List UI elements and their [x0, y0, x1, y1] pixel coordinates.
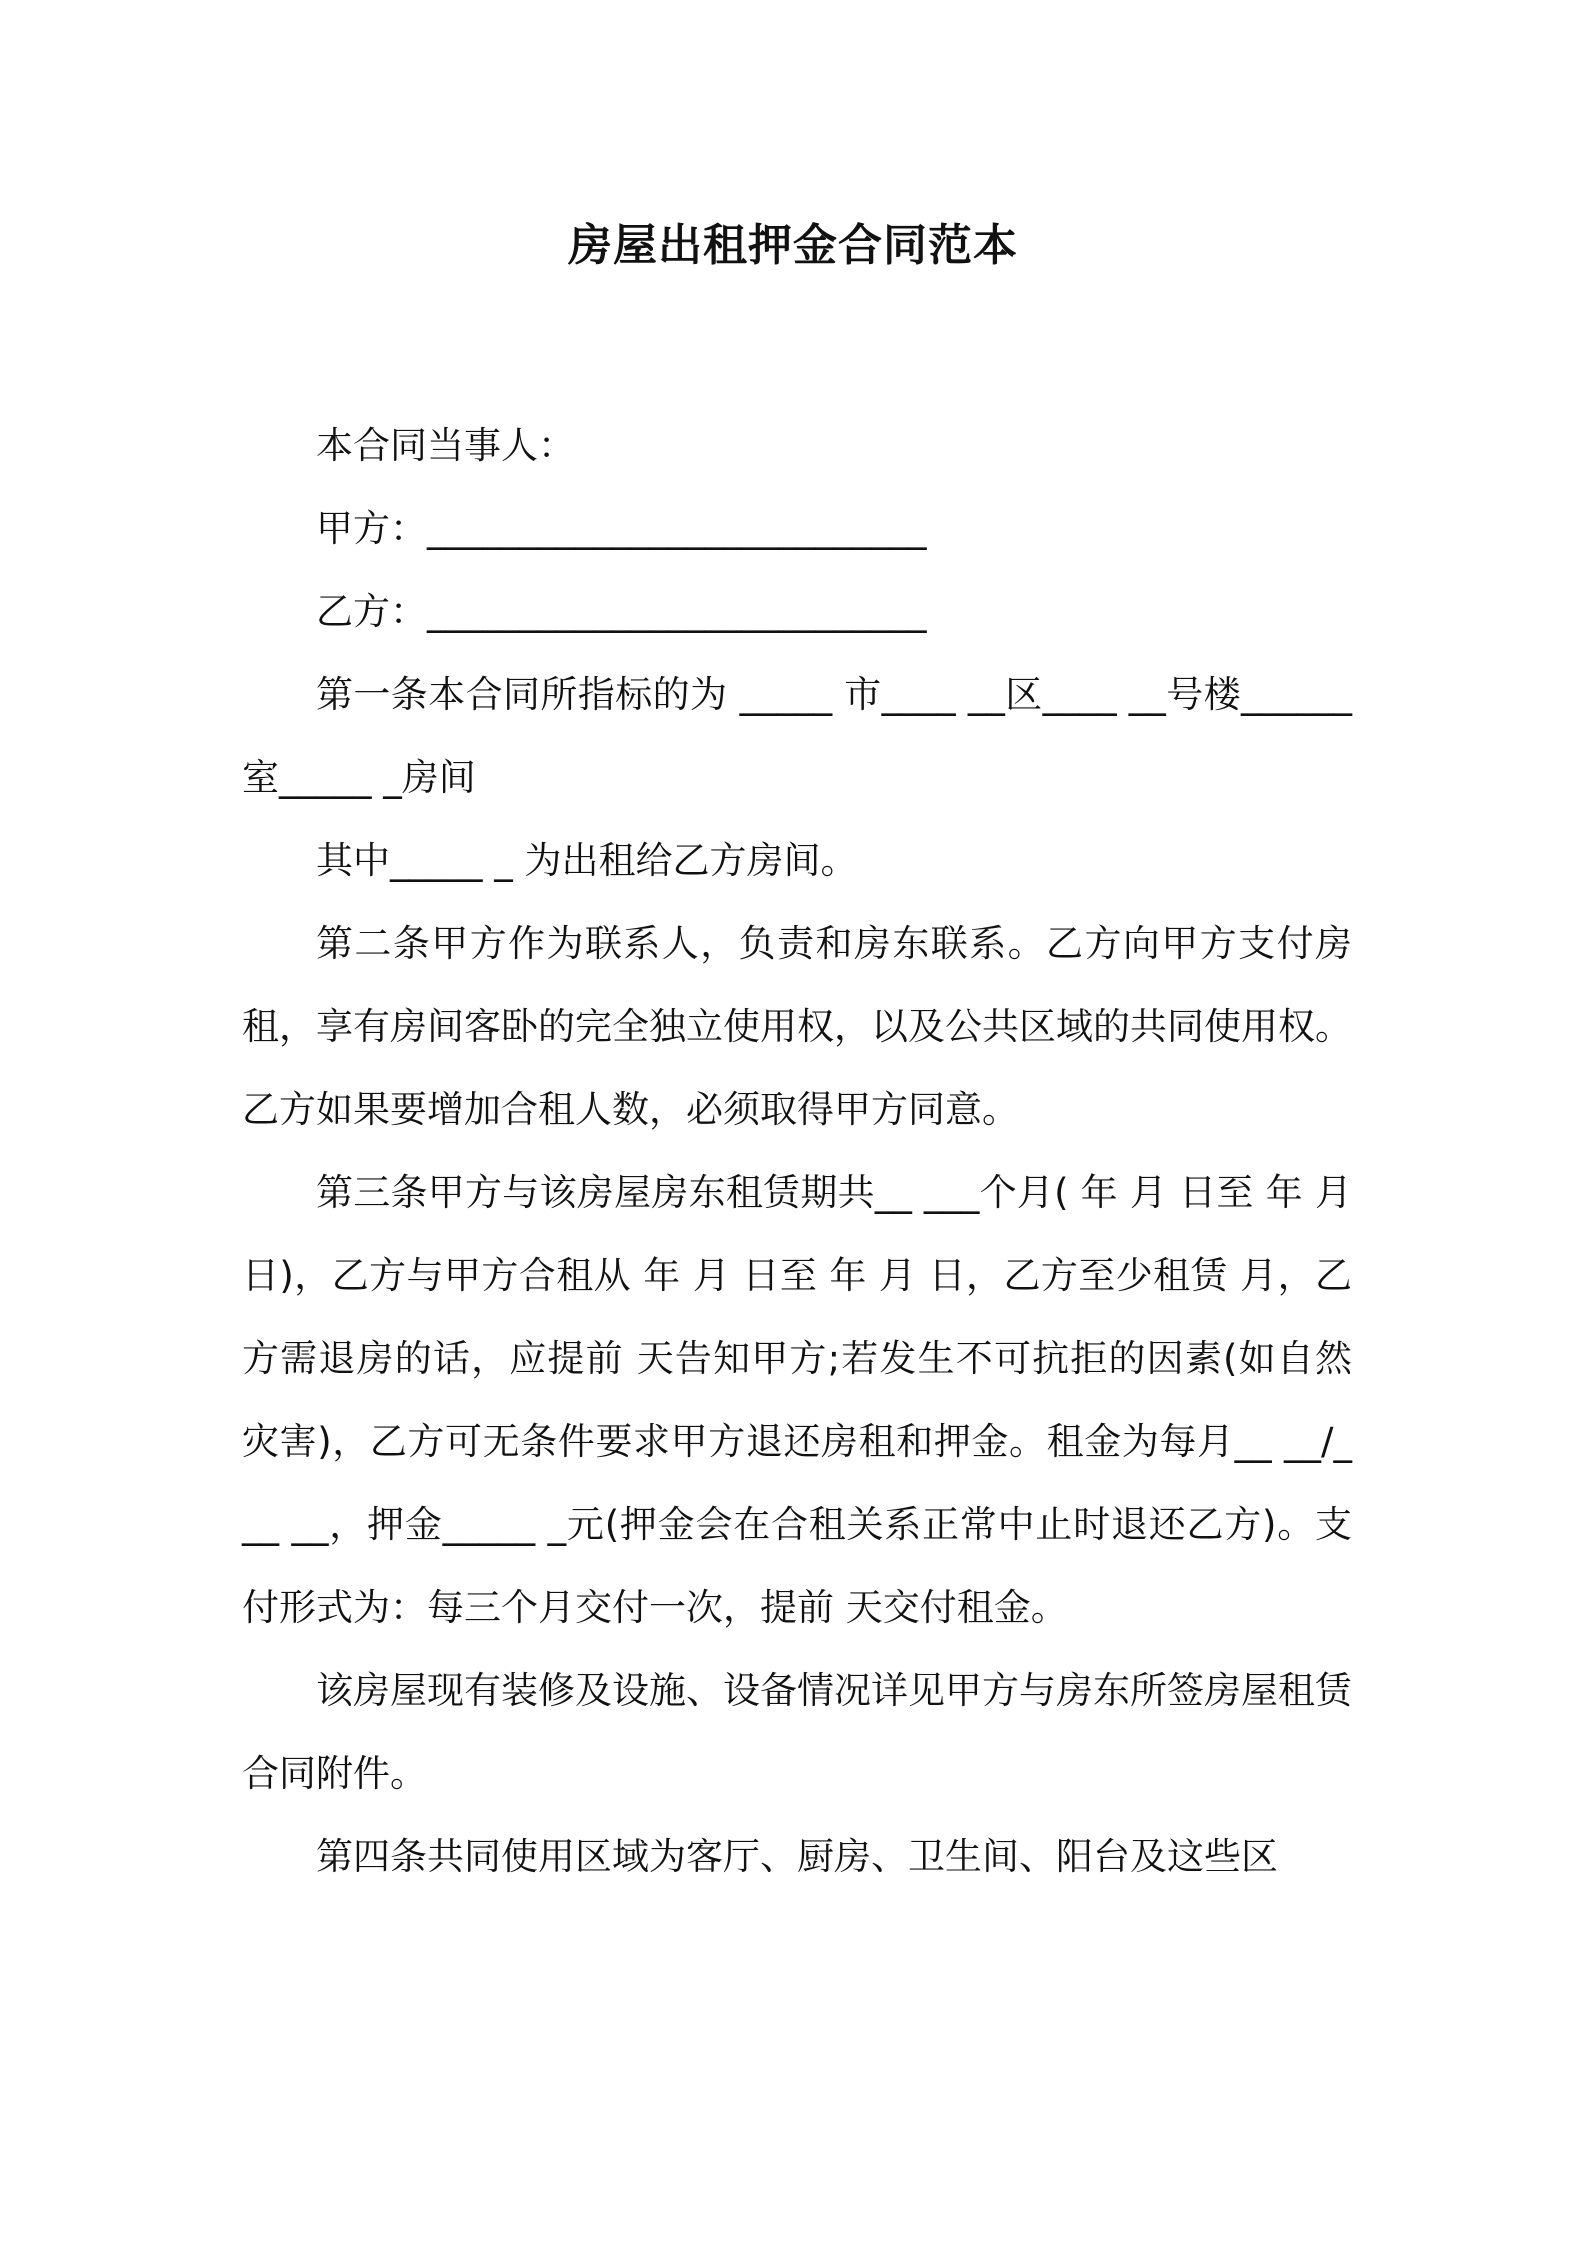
paragraph-article-3: 第三条甲方与该房屋房东租赁期共__ ___个月( 年 月 日至 年 月 日)，乙方与甲方合租从 年 月 日至 年 月 日，乙方至少租赁 月，乙方需退房的话，应提前 天告知甲方;若发生不可抗拒的因素(如自然灾害)，乙方可无条件要求甲方退还房租和押金。租金为每月__ __/___ __，押金_____ _元(押金会在合租关系正常中止时退还乙方)。支付形式为：每三个月交付一次，提前 天交付租金。 [242, 1171, 1364, 1629]
document-title: 房屋出租押金合同范本 [568, 220, 1018, 271]
paragraph-facilities: 该房屋现有装修及设施、设备情况详见甲方与房东所签房屋租赁合同附件。 [242, 1669, 1352, 1795]
paragraph-party-b: 乙方：___________________________ [316, 590, 927, 633]
paragraph-party-a: 甲方：___________________________ [316, 507, 927, 550]
paragraph-article-2: 第二条甲方作为联系人，负责和房东联系。乙方向甲方支付房租，享有房间客卧的完全独立使用权，以及公共区域的共同使用权。乙方如果要增加合租人数，必须取得甲方同意。 [242, 922, 1352, 1131]
paragraph-parties-heading: 本合同当事人： [316, 424, 575, 467]
paragraph-rental-room: 其中_____ _ 为出租给乙方房间。 [316, 839, 858, 882]
paragraph-article-1: 第一条本合同所指标的为 _____ 市____ __区____ __号楼______室_____ _房间 [242, 673, 1352, 799]
paragraph-article-4: 第四条共同使用区域为客厅、厨房、卫生间、阳台及这些区 [316, 1835, 1278, 1878]
document-body [242, 404, 1364, 1898]
